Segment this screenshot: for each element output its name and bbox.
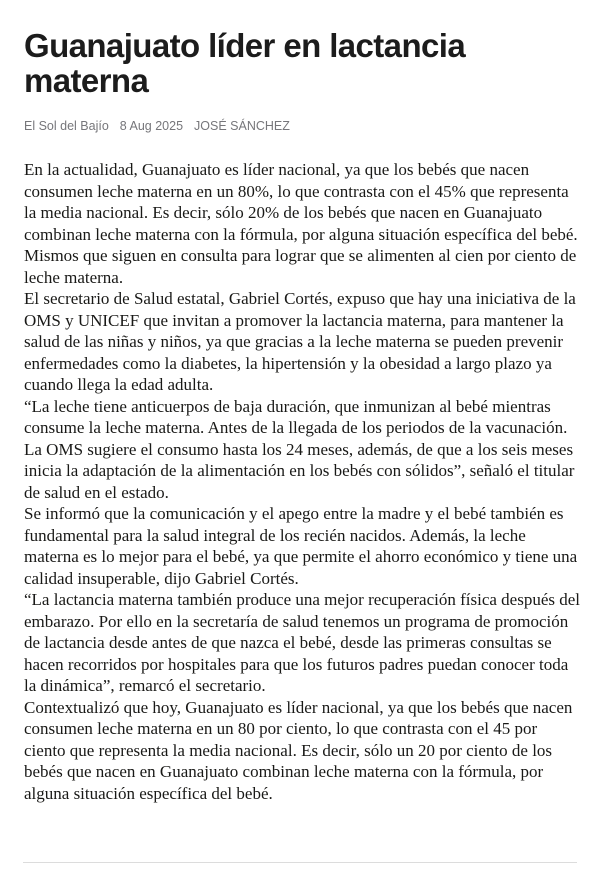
article-paragraph: Se informó que la comunicación y el apego entre la madre y el bebé también es fundamental para la salud integral de los recién nacidos. Además, la leche materna es lo mejor para el bebé, ya que permite el ahorro económico y tiene una calidad insuperable, dijo Gabriel Cortés. (24, 504, 578, 588)
byline-date: 8 Aug 2025 (119, 119, 184, 133)
byline (24, 119, 580, 134)
article-paragraph: Contextualizó que hoy, Guanajuato es líder nacional, ya que los bebés que nacen consumen leche materna en un 80 por ciento, lo que contrasta con el 45 por ciento que representa la media nacional. Es decir, sólo un 20 por ciento de los bebés que nacen en Guanajuato combinan leche materna con la fórmula, por alguna situación específica del bebé. (24, 697, 573, 803)
article-headline: Guanajuato líder en lactancia materna (24, 27, 466, 99)
article-paragraph: En la actualidad, Guanajuato es líder nacional, ya que los bebés que nacen consumen leche materna en un 80%, lo que contrasta con el 45% que representa la media nacional. Es decir, sólo 20% de los bebés que nacen en Guanajuato combinan leche materna con la fórmula, por alguna situación específica del bebé. Mismos que siguen en consulta para lograr que se alimenten al cien por ciento de leche materna. (24, 160, 578, 287)
article-page (0, 28, 604, 880)
article-paragraph: “La lactancia materna también produce una mejor recuperación física después del embarazo. Por ello en la secretaría de salud tenemos un programa de promoción de lactancia desde antes de que nazca el bebé, desde las primeras consultas se hacen recorridos por hospitales para que los futuros padres puedan conocer toda la dinámica”, remarcó el secretario. (24, 590, 581, 695)
byline-source: El Sol del Bajío (24, 119, 109, 133)
byline-author: JOSÉ SÁNCHEZ (194, 119, 290, 133)
article-paragraph: “La leche tiene anticuerpos de baja duración, que inmunizan al bebé mientras consume la leche materna. Antes de la llegada de los periodos de la vacunación. La OMS sugiere el consumo hasta los 24 meses, además, de que a los seis meses inicia la adaptación de la alimentación en los bebés con sólidos”, señaló el titular de salud en el estado. (24, 396, 575, 502)
section-divider (23, 862, 577, 863)
article-paragraph: El secretario de Salud estatal, Gabriel Cortés, expuso que hay una iniciativa de la OMS y UNICEF que invitan a promover la lactancia materna, para mantener la salud de las niñas y niños, ya que gracias a la leche materna se pueden prevenir enfermedades como la diabetes, la hipertensión y la obesidad a largo plazo ya cuando llega la edad adulta. (24, 289, 576, 394)
article-body (24, 159, 580, 804)
